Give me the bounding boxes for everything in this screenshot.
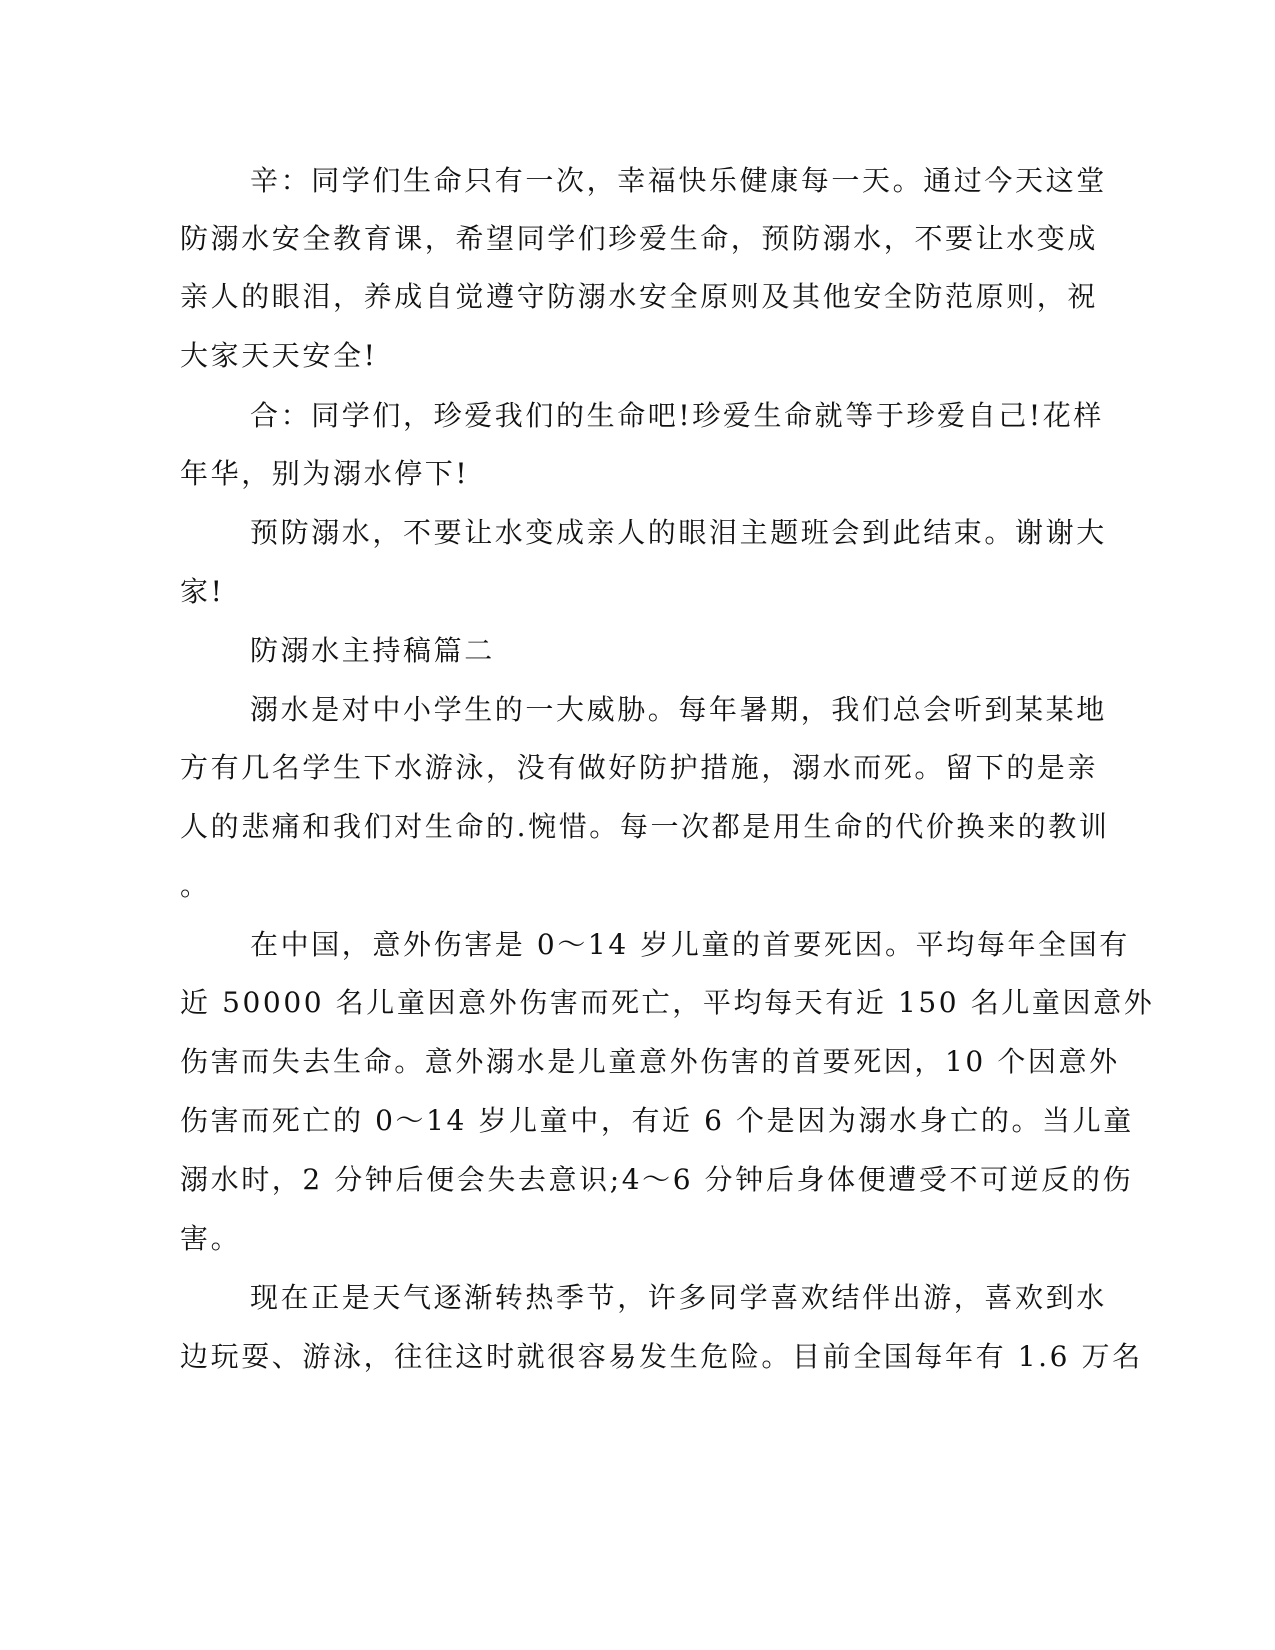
paragraph-line: 合：同学们，珍爱我们的生命吧!珍爱生命就等于珍爱自己!花样: [250, 399, 1104, 432]
paragraph-line: 溺水是对中小学生的一大威胁。每年暑期，我们总会听到某某地: [250, 693, 1107, 726]
paragraph-line: 防溺水安全教育课，希望同学们珍爱生命，预防溺水，不要让水变成: [180, 222, 1099, 255]
paragraph-line: 。: [180, 869, 211, 902]
paragraph-line: 大家天天安全!: [180, 339, 378, 372]
paragraph-line: 家!: [180, 575, 225, 608]
paragraph-line: 现在正是天气逐渐转热季节，许多同学喜欢结伴出游，喜欢到水: [250, 1281, 1107, 1314]
paragraph-line: 溺水时，2 分钟后便会失去意识;4～6 分钟后身体便遭受不可逆反的伤: [180, 1163, 1134, 1196]
paragraph-line: 害。: [180, 1222, 242, 1255]
paragraph-line: 近 50000 名儿童因意外伤害而死亡，平均每天有近 150 名儿童因意外: [180, 986, 1155, 1019]
paragraph-line: 人的悲痛和我们对生命的.惋惜。每一次都是用生命的代价换来的教训: [180, 810, 1110, 843]
paragraph-line: 年华，别为溺水停下!: [180, 457, 470, 490]
paragraph-line: 亲人的眼泪，养成自觉遵守防溺水安全原则及其他安全防范原则，祝: [180, 280, 1099, 313]
paragraph-line: 辛：同学们生命只有一次，幸福快乐健康每一天。通过今天这堂: [250, 164, 1107, 197]
paragraph-line: 在中国，意外伤害是 0～14 岁儿童的首要死因。平均每年全国有: [250, 928, 1130, 961]
paragraph-line: 边玩耍、游泳，往往这时就很容易发生危险。目前全国每年有 1.6 万名: [180, 1340, 1143, 1373]
paragraph-line: 预防溺水，不要让水变成亲人的眼泪主题班会到此结束。谢谢大: [250, 516, 1107, 549]
paragraph-line: 伤害而失去生命。意外溺水是儿童意外伤害的首要死因，10 个因意外: [180, 1045, 1120, 1078]
paragraph-line: 伤害而死亡的 0～14 岁儿童中，有近 6 个是因为溺水身亡的。当儿童: [180, 1104, 1134, 1137]
paragraph-line: 方有几名学生下水游泳，没有做好防护措施，溺水而死。留下的是亲: [180, 751, 1099, 784]
section-heading: 防溺水主持稿篇二: [250, 634, 495, 667]
